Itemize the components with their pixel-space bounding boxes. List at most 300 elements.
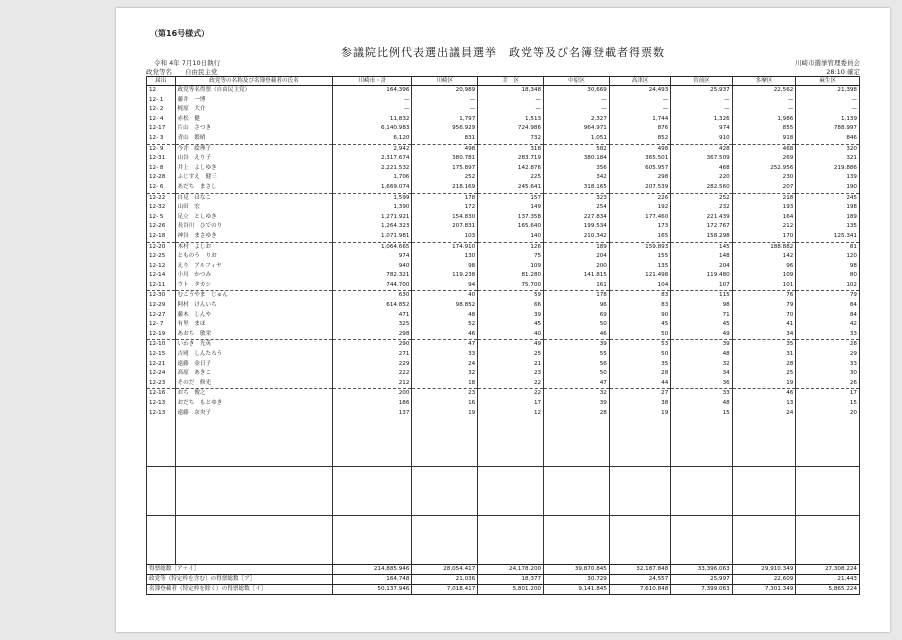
vote-count: 468 — [732, 144, 796, 154]
vote-count: 956.929 — [412, 124, 478, 134]
vote-count: 98 — [412, 262, 478, 272]
empty-cell — [333, 555, 412, 565]
vote-count: 290 — [333, 340, 412, 350]
empty-cell — [732, 428, 796, 438]
entry-number: 12-24 — [147, 369, 176, 379]
empty-cell — [609, 418, 670, 428]
total-value: 24,178.200 — [478, 565, 544, 575]
table-row — [147, 350, 860, 360]
blank-row — [147, 467, 860, 477]
candidate-name: あおち 敏栄 — [175, 330, 333, 340]
vote-count: 59 — [478, 291, 544, 301]
table-row — [147, 134, 860, 144]
empty-cell — [147, 418, 176, 428]
vote-count: 174.910 — [412, 242, 478, 252]
empty-cell — [544, 467, 610, 477]
table-row — [147, 320, 860, 330]
vote-count: — — [796, 105, 860, 115]
empty-cell — [609, 516, 670, 526]
empty-cell — [796, 457, 860, 467]
vote-count: 498 — [412, 144, 478, 154]
vote-count: 342 — [544, 173, 610, 183]
column-header: 多摩区 — [732, 77, 796, 86]
empty-cell — [478, 418, 544, 428]
column-header: 宮前区 — [671, 77, 732, 86]
vote-count: 852 — [609, 134, 670, 144]
vote-count: 22,562 — [732, 86, 796, 96]
entry-number: 12-23 — [147, 379, 176, 389]
vote-count: 155 — [609, 252, 670, 262]
column-header: 中原区 — [544, 77, 610, 86]
entry-number: 12-14 — [147, 271, 176, 281]
empty-cell — [544, 496, 610, 506]
candidate-name: いわき 光英 — [175, 340, 333, 350]
empty-cell — [478, 428, 544, 438]
empty-cell — [732, 526, 796, 536]
vote-count: 193 — [732, 203, 796, 213]
vote-count: 218 — [732, 193, 796, 203]
entry-number: 12-27 — [147, 311, 176, 321]
vote-count: 55 — [544, 350, 610, 360]
vote-count: 141.815 — [544, 271, 610, 281]
blank-row — [147, 535, 860, 545]
table-row — [147, 262, 860, 272]
vote-count: 18,348 — [478, 86, 544, 96]
empty-cell — [796, 506, 860, 516]
candidate-name: 政党等名得票（自由民主党） — [175, 86, 333, 96]
vote-count: 31 — [732, 350, 796, 360]
vote-count: 318.165 — [544, 183, 610, 193]
page-title: 参議院比例代表選出議員選挙 政党等及び名簿登載者得票数 — [341, 46, 665, 59]
vote-count: 26 — [796, 379, 860, 389]
vote-count: 428 — [671, 144, 732, 154]
vote-count: 1,326 — [671, 115, 732, 125]
vote-count: 2,327 — [544, 115, 610, 125]
empty-cell — [796, 496, 860, 506]
blank-row — [147, 545, 860, 555]
vote-count: 49 — [671, 330, 732, 340]
vote-count: 229 — [333, 360, 412, 370]
empty-cell — [671, 545, 732, 555]
empty-cell — [175, 526, 333, 536]
table-row — [147, 281, 860, 291]
vote-count: 32 — [671, 360, 732, 370]
vote-count: — — [333, 105, 412, 115]
total-value: 7,399.063 — [671, 585, 732, 595]
vote-count: 83 — [609, 301, 670, 311]
vote-count: 1,264.323 — [333, 222, 412, 232]
vote-count: 910 — [671, 134, 732, 144]
empty-cell — [147, 428, 176, 438]
vote-count: 28 — [732, 360, 796, 370]
vote-count: 782.321 — [333, 271, 412, 281]
empty-cell — [175, 467, 333, 477]
empty-cell — [412, 506, 478, 516]
entry-number: 12- 5 — [147, 213, 176, 223]
empty-cell — [175, 477, 333, 487]
table-row — [147, 222, 860, 232]
empty-cell — [412, 555, 478, 565]
vote-count: 165.640 — [478, 222, 544, 232]
table-row — [147, 369, 860, 379]
empty-cell — [796, 477, 860, 487]
vote-count: 76 — [732, 291, 796, 301]
vote-count: — — [671, 96, 732, 106]
total-value: 7,301.349 — [732, 585, 796, 595]
vote-count: 17 — [478, 399, 544, 409]
column-header: 川崎区 — [412, 77, 478, 86]
vote-count: 102 — [796, 281, 860, 291]
empty-cell — [544, 555, 610, 565]
candidate-name: 高原 あきこ — [175, 369, 333, 379]
vote-count: 104 — [609, 281, 670, 291]
candidate-name: 自見 はなこ — [175, 193, 333, 203]
empty-cell — [609, 535, 670, 545]
vote-count: 45 — [478, 320, 544, 330]
empty-cell — [796, 486, 860, 496]
total-value: 214,885.946 — [333, 565, 412, 575]
candidate-name: ふじすえ 健三 — [175, 173, 333, 183]
vote-count: 45 — [609, 320, 670, 330]
total-value: 22,609 — [732, 575, 796, 585]
total-value: 25,997 — [671, 575, 732, 585]
vote-count: 33 — [796, 330, 860, 340]
empty-cell — [796, 555, 860, 565]
confirm-time: 28:10 確定 — [826, 68, 860, 76]
empty-cell — [609, 457, 670, 467]
vote-count: 69 — [544, 311, 610, 321]
vote-count: 177.460 — [609, 213, 670, 223]
blank-row — [147, 526, 860, 536]
entry-number: 12- 1 — [147, 96, 176, 106]
empty-cell — [544, 437, 610, 447]
vote-count: 172.767 — [671, 222, 732, 232]
empty-cell — [333, 535, 412, 545]
entry-number: 12- 4 — [147, 115, 176, 125]
vote-count: — — [412, 96, 478, 106]
entry-number: 12-17 — [147, 124, 176, 134]
vote-count: 41 — [732, 320, 796, 330]
vote-count: 380.781 — [412, 154, 478, 164]
entry-number: 12-25 — [147, 252, 176, 262]
vote-count: 158.298 — [671, 232, 732, 242]
empty-cell — [333, 496, 412, 506]
vote-count: 52 — [412, 320, 478, 330]
vote-count: 846 — [796, 134, 860, 144]
vote-count: 107 — [671, 281, 732, 291]
blank-row — [147, 555, 860, 565]
vote-count: 98.852 — [412, 301, 478, 311]
blank-row — [147, 437, 860, 447]
entry-number: 12-20 — [147, 242, 176, 252]
blank-row — [147, 428, 860, 438]
vote-count: 142 — [732, 252, 796, 262]
vote-count: 28 — [609, 369, 670, 379]
vote-count: 189 — [796, 213, 860, 223]
total-value: 5,801.200 — [478, 585, 544, 595]
empty-cell — [796, 545, 860, 555]
total-row — [147, 565, 860, 575]
vote-count: 96 — [544, 301, 610, 311]
vote-count: 142.876 — [478, 164, 544, 174]
blank-row — [147, 457, 860, 467]
table-row — [147, 115, 860, 125]
entry-number: 12-15 — [147, 350, 176, 360]
empty-cell — [609, 428, 670, 438]
vote-count: 28 — [796, 340, 860, 350]
vote-count: 47 — [412, 340, 478, 350]
empty-cell — [544, 506, 610, 516]
table-row — [147, 213, 860, 223]
empty-cell — [412, 447, 478, 457]
vote-count: 940 — [333, 262, 412, 272]
vote-count: 1,986 — [732, 115, 796, 125]
vote-count: 318 — [478, 144, 544, 154]
vote-count: 21,398 — [796, 86, 860, 96]
candidate-name: 長谷川 ひでのり — [175, 222, 333, 232]
empty-cell — [671, 555, 732, 565]
empty-cell — [478, 555, 544, 565]
vote-count: 39 — [544, 399, 610, 409]
vote-count: 207.831 — [412, 222, 478, 232]
vote-count: 79 — [796, 291, 860, 301]
vote-count: 33 — [671, 389, 732, 399]
vote-count: 614.852 — [333, 301, 412, 311]
table-row — [147, 164, 860, 174]
vote-count: 282.560 — [671, 183, 732, 193]
vote-count: 283.719 — [478, 154, 544, 164]
vote-count: 56 — [544, 360, 610, 370]
vote-count: 605.957 — [609, 164, 670, 174]
empty-cell — [333, 486, 412, 496]
vote-count: 24 — [412, 360, 478, 370]
empty-cell — [732, 516, 796, 526]
vote-count: 175.897 — [412, 164, 478, 174]
vote-count: 35 — [609, 360, 670, 370]
table-row — [147, 105, 860, 115]
vote-count: 876 — [609, 124, 670, 134]
vote-count: 2,317.674 — [333, 154, 412, 164]
empty-cell — [175, 516, 333, 526]
vote-count: 154.830 — [412, 213, 478, 223]
vote-count: 1,390 — [333, 203, 412, 213]
vote-count: — — [478, 105, 544, 115]
vote-count: 222 — [333, 369, 412, 379]
empty-cell — [147, 477, 176, 487]
vote-count: 298 — [333, 330, 412, 340]
empty-cell — [671, 535, 732, 545]
entry-number: 12-30 — [147, 291, 176, 301]
table-row — [147, 271, 860, 281]
vote-count: 48 — [671, 399, 732, 409]
candidate-name: あだち まさし — [175, 183, 333, 193]
empty-cell — [147, 437, 176, 447]
table-row — [147, 340, 860, 350]
vote-count: 47 — [544, 379, 610, 389]
table-row — [147, 124, 860, 134]
candidate-name: むこうやま じゅん — [175, 291, 333, 301]
vote-count: 49 — [478, 340, 544, 350]
entry-number: 12-22 — [147, 193, 176, 203]
empty-cell — [671, 477, 732, 487]
vote-count: 24 — [732, 409, 796, 419]
vote-count: — — [732, 96, 796, 106]
vote-count: 964.971 — [544, 124, 610, 134]
vote-count: 200 — [333, 389, 412, 399]
empty-cell — [609, 545, 670, 555]
vote-count: 164 — [732, 213, 796, 223]
vote-count: 1,706 — [333, 173, 412, 183]
empty-cell — [412, 467, 478, 477]
empty-cell — [478, 545, 544, 555]
vote-count: 48 — [412, 311, 478, 321]
vote-count: 1,051 — [544, 134, 610, 144]
empty-cell — [412, 535, 478, 545]
vote-count: 81.280 — [478, 271, 544, 281]
table-row — [147, 399, 860, 409]
empty-cell — [175, 447, 333, 457]
empty-cell — [796, 467, 860, 477]
vote-count: 46 — [732, 389, 796, 399]
empty-cell — [412, 437, 478, 447]
vote-count: 20,989 — [412, 86, 478, 96]
entry-number: 12-13 — [147, 409, 176, 419]
vote-count: 227.834 — [544, 213, 610, 223]
empty-cell — [544, 447, 610, 457]
total-value: 21,036 — [412, 575, 478, 585]
total-label: 得票総数［ア＋イ］ — [147, 565, 333, 575]
total-value: 50,137.946 — [333, 585, 412, 595]
vote-count: 974 — [333, 252, 412, 262]
candidate-name: 木村 よしお — [175, 242, 333, 252]
empty-cell — [412, 418, 478, 428]
total-label: 政党等（特定枠を含む）の得票総数［ア］ — [147, 575, 333, 585]
entry-number: 12-19 — [147, 330, 176, 340]
table-row — [147, 360, 860, 370]
vote-count: 269 — [732, 154, 796, 164]
vote-count: 84 — [796, 301, 860, 311]
empty-cell — [609, 486, 670, 496]
empty-cell — [544, 457, 610, 467]
vote-count: 190 — [796, 183, 860, 193]
vote-count: 744.700 — [333, 281, 412, 291]
table-row — [147, 301, 860, 311]
vote-count: 44 — [609, 379, 670, 389]
vote-count: 103 — [412, 232, 478, 242]
total-value: 18,377 — [478, 575, 544, 585]
vote-count: — — [333, 96, 412, 106]
vote-count: 71 — [671, 311, 732, 321]
vote-count: 468 — [671, 164, 732, 174]
vote-count: 219.886 — [796, 164, 860, 174]
vote-count: 173 — [609, 222, 670, 232]
vote-count: — — [609, 105, 670, 115]
entry-number: 12- 8 — [147, 164, 176, 174]
entry-number: 12-26 — [147, 222, 176, 232]
empty-cell — [796, 526, 860, 536]
vote-count: 12 — [478, 409, 544, 419]
vote-count: 145 — [671, 242, 732, 252]
empty-cell — [147, 526, 176, 536]
empty-cell — [147, 496, 176, 506]
vote-count: 831 — [412, 134, 478, 144]
vote-count: 125.341 — [796, 232, 860, 242]
table-row — [147, 183, 860, 193]
empty-cell — [478, 535, 544, 545]
candidate-name: おち 俊之 — [175, 389, 333, 399]
empty-cell — [544, 516, 610, 526]
vote-count: 252 — [412, 173, 478, 183]
empty-cell — [333, 506, 412, 516]
vote-count: 40 — [412, 291, 478, 301]
vote-count: 83 — [609, 291, 670, 301]
vote-count: 50 — [609, 350, 670, 360]
total-label: 名簿登載者（特定枠を除く）の得票総数［イ］ — [147, 585, 333, 595]
table-row — [147, 252, 860, 262]
vote-count: — — [412, 105, 478, 115]
candidate-name: 山田 宏 — [175, 203, 333, 213]
candidate-name: 梶原 大介 — [175, 105, 333, 115]
empty-cell — [544, 535, 610, 545]
empty-cell — [175, 457, 333, 467]
vote-count: 1,669.074 — [333, 183, 412, 193]
empty-cell — [412, 486, 478, 496]
vote-count: 75 — [478, 252, 544, 262]
vote-count: 109 — [478, 262, 544, 272]
empty-cell — [175, 545, 333, 555]
total-value: 30,729 — [544, 575, 610, 585]
empty-cell — [147, 516, 176, 526]
column-header: 川崎市・計 — [333, 77, 412, 86]
candidate-name: 藤木 しんや — [175, 311, 333, 321]
vote-count: 90 — [609, 311, 670, 321]
vote-count: 207.539 — [609, 183, 670, 193]
entry-number: 12-13 — [147, 399, 176, 409]
vote-count: 53 — [609, 340, 670, 350]
candidate-name: 藤井 一博 — [175, 96, 333, 106]
total-value: 29,910.349 — [732, 565, 796, 575]
candidate-name: 井上 よしゆき — [175, 164, 333, 174]
vote-count: 498 — [609, 144, 670, 154]
vote-count: 98 — [796, 262, 860, 272]
candidate-name: 小川 かつみ — [175, 271, 333, 281]
column-header: 麻生区 — [796, 77, 860, 86]
vote-count: 1,071.981 — [333, 232, 412, 242]
vote-count: 212 — [732, 222, 796, 232]
total-value: 5,865.224 — [796, 585, 860, 595]
vote-count: 32 — [544, 389, 610, 399]
empty-cell — [671, 447, 732, 457]
vote-count: 1,797 — [412, 115, 478, 125]
vote-count: 126 — [478, 242, 544, 252]
vote-table — [146, 76, 860, 595]
vote-count: 226 — [609, 193, 670, 203]
empty-cell — [671, 418, 732, 428]
vote-count: — — [609, 96, 670, 106]
entry-number: 12-16 — [147, 389, 176, 399]
vote-count: 204 — [544, 252, 610, 262]
vote-count: 254 — [544, 203, 610, 213]
vote-count: 232 — [671, 203, 732, 213]
empty-cell — [732, 506, 796, 516]
vote-count: 39 — [671, 340, 732, 350]
empty-cell — [147, 506, 176, 516]
total-value: 27,308.224 — [796, 565, 860, 575]
empty-cell — [175, 496, 333, 506]
vote-count: 298 — [609, 173, 670, 183]
total-value: 32,187.848 — [609, 565, 670, 575]
empty-cell — [732, 555, 796, 565]
